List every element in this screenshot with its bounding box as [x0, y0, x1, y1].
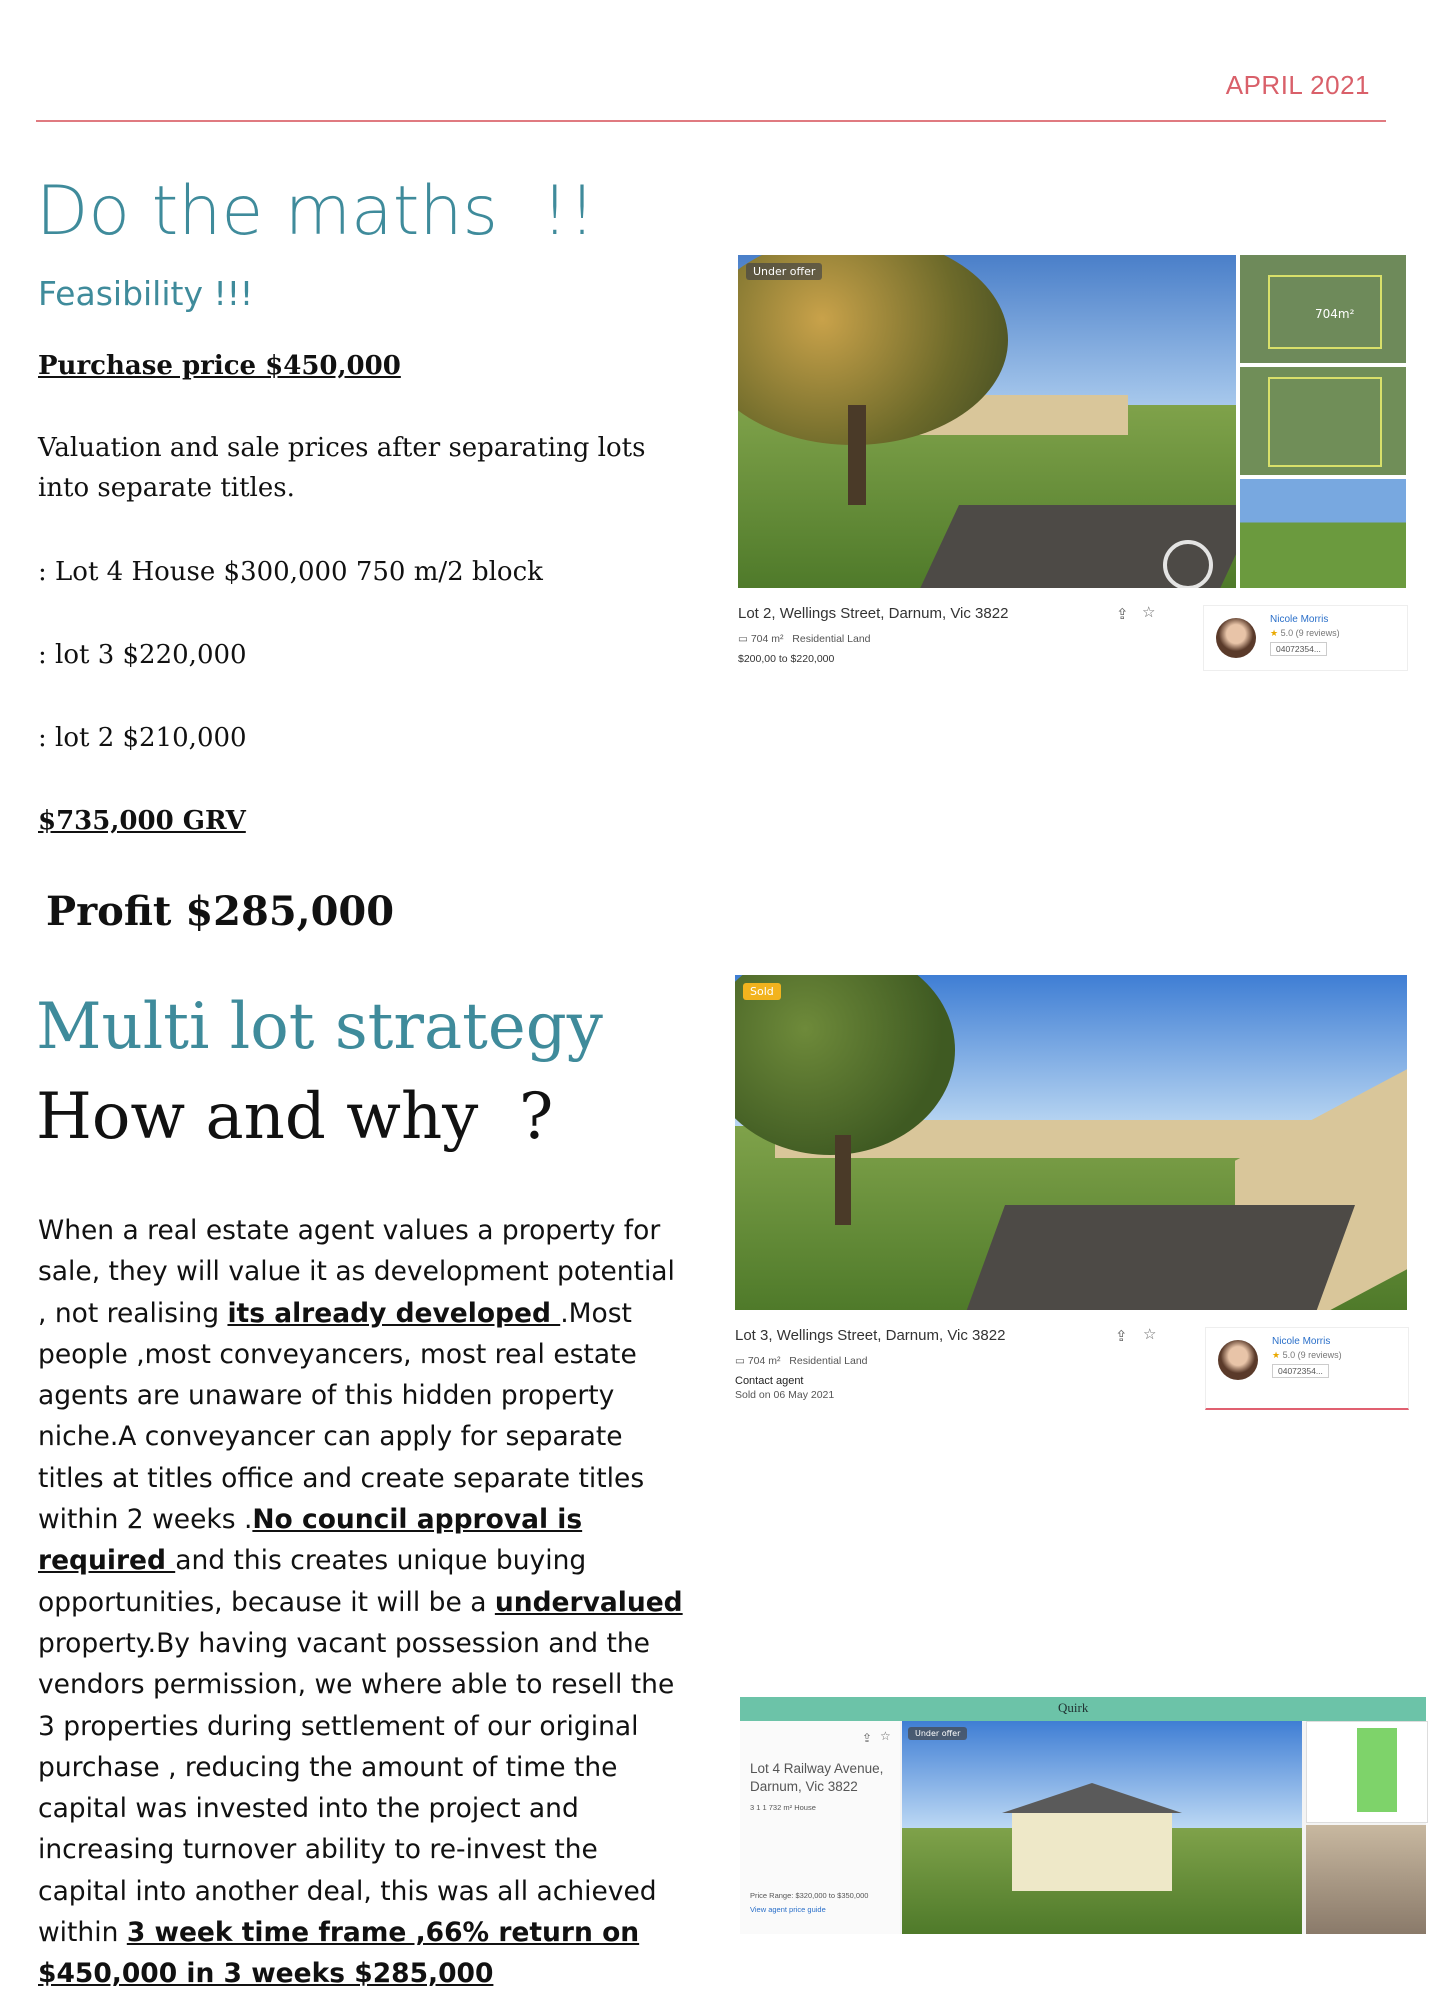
section-title-maths: Do the maths !! — [36, 172, 596, 251]
purchase-price: Purchase price $450,000 — [38, 351, 401, 381]
para-emphasis: its already developed — [227, 1297, 561, 1329]
star-rating-icon: ★ — [1272, 1350, 1281, 1360]
agent-avatar — [1218, 1340, 1258, 1380]
valuation-line-2: into separate titles. — [38, 473, 295, 503]
share-icon[interactable]: ⇪ — [862, 1731, 873, 1745]
listing-thumb-floorplan[interactable] — [1306, 1721, 1428, 1823]
valuation-line-1: Valuation and sale prices after separating lots — [38, 433, 646, 463]
listing-type: Residential Land — [789, 1355, 868, 1367]
agent-rating-value: 5.0 — [1280, 628, 1294, 638]
listing-thumb-interior[interactable] — [1306, 1825, 1426, 1934]
grv-total: $735,000 GRV — [38, 806, 246, 836]
header-rule — [36, 120, 1386, 122]
star-icon[interactable]: ☆ — [1142, 603, 1156, 621]
status-badge: Sold — [743, 983, 781, 1000]
para-text: and this creates unique buying opportunities, because it will be a — [38, 1545, 587, 1618]
listing-main-photo[interactable] — [735, 975, 1407, 1310]
strategy-paragraph — [38, 1210, 688, 1995]
section-subtitle-feasibility: Feasibility !!! — [38, 274, 254, 313]
para-text: property.By having vacant possession and the vendors permission, we where able to resell the 3 properties during settlement of our original purchase , reducing the amount of time the capital was invested into the project and increasing turnover ability to re-invest the capital into another deal, this was all achieved within — [38, 1627, 675, 1949]
lot3-price: : lot 3 $220,000 — [38, 640, 247, 670]
gallery-indicator-icon — [1163, 540, 1213, 588]
listing-card-lot3[interactable] — [735, 975, 1407, 1415]
agent-name[interactable]: Nicole Morris — [1272, 1336, 1331, 1347]
agent-phone[interactable]: 04072354... — [1270, 642, 1327, 656]
lot4-price: : Lot 4 House $300,000 750 m/2 block — [38, 557, 543, 587]
listing-price: $200,00 to $220,000 — [738, 653, 835, 665]
area-icon: ▭ — [735, 1355, 748, 1367]
para-text: When a real estate agent values a property for sale, they will value it as development potential , not realising — [38, 1215, 675, 1329]
para-text: .Most people ,most conveyancers, most real estate agents are unaware of this hidden property niche.A conveyancer can apply for separate titles at titles office and create separate titles within 2 weeks . — [38, 1297, 645, 1536]
status-badge: Under offer — [908, 1727, 967, 1740]
agent-avatar — [1216, 618, 1256, 658]
header-date: APRIL 2021 — [1225, 70, 1370, 100]
listing-contact: Contact agent — [735, 1375, 804, 1387]
listing-thumb-yard[interactable] — [1240, 479, 1406, 588]
listing-main-photo[interactable] — [902, 1721, 1302, 1934]
listing-main-photo[interactable] — [738, 255, 1236, 588]
listing-thumb-aerial-2[interactable] — [1240, 367, 1406, 475]
listing-area: 704 m² — [747, 1355, 781, 1367]
listing-card-lot2[interactable] — [738, 255, 1406, 675]
para-emphasis: undervalued — [494, 1586, 683, 1618]
house-image — [1012, 1811, 1172, 1891]
area-icon: ▭ — [738, 633, 751, 645]
listing-address-line2[interactable]: Darnum, Vic 3822 — [750, 1779, 858, 1794]
listing-info-panel — [740, 1721, 900, 1934]
status-badge: Under offer — [746, 263, 822, 280]
listing-features: 3 1 1 732 m² House — [750, 1803, 816, 1812]
share-icon[interactable]: ⇪ — [1115, 1327, 1128, 1345]
listing-specs — [735, 1355, 868, 1367]
section-subtitle-howwhy: How and why ? — [36, 1080, 554, 1154]
profit-total: Profit $285,000 — [46, 888, 395, 935]
agent-card[interactable] — [1205, 1327, 1409, 1410]
agent-rating — [1272, 1350, 1342, 1361]
listing-address[interactable]: Lot 3, Wellings Street, Darnum, Vic 3822 — [735, 1327, 1006, 1344]
listing-thumb-aerial[interactable] — [1240, 255, 1406, 363]
brand-bar — [740, 1697, 1426, 1721]
listing-specs — [738, 633, 871, 645]
listing-type: Residential Land — [792, 633, 871, 645]
agent-card[interactable] — [1203, 605, 1408, 671]
listing-address[interactable]: Lot 2, Wellings Street, Darnum, Vic 3822 — [738, 605, 1009, 622]
agent-rating-value: 5.0 — [1282, 1350, 1296, 1360]
para-emphasis: No council approval is required — [38, 1504, 583, 1577]
lot2-price: : lot 2 $210,000 — [38, 723, 247, 753]
section-title-multilot: Multi lot strategy — [36, 990, 603, 1064]
brand-logo: Quirk — [1058, 1700, 1089, 1715]
star-rating-icon: ★ — [1270, 628, 1279, 638]
listing-card-lot4[interactable] — [740, 1697, 1426, 1934]
price-guide-link[interactable]: View agent price guide — [750, 1905, 826, 1914]
agent-rating — [1270, 628, 1340, 639]
thumb-area-label: 704m² — [1315, 307, 1355, 321]
listing-address-line1[interactable]: Lot 4 Railway Avenue, — [750, 1761, 884, 1776]
agent-review-count: (9 reviews) — [1297, 1350, 1342, 1360]
listing-price-range: Price Range: $320,000 to $350,000 — [750, 1891, 869, 1900]
agent-phone[interactable]: 04072354... — [1272, 1364, 1329, 1378]
star-icon[interactable]: ☆ — [1143, 1325, 1157, 1343]
para-emphasis: 3 week time frame ,66% return on $450,000 in 3 weeks $285,000 — [38, 1917, 640, 1990]
listing-sold-date: Sold on 06 May 2021 — [735, 1389, 835, 1401]
agent-review-count: (9 reviews) — [1295, 628, 1340, 638]
share-icon[interactable]: ⇪ — [1116, 605, 1129, 623]
listing-area: 704 m² — [750, 633, 784, 645]
agent-name[interactable]: Nicole Morris — [1270, 614, 1329, 625]
star-icon[interactable]: ☆ — [880, 1729, 891, 1743]
